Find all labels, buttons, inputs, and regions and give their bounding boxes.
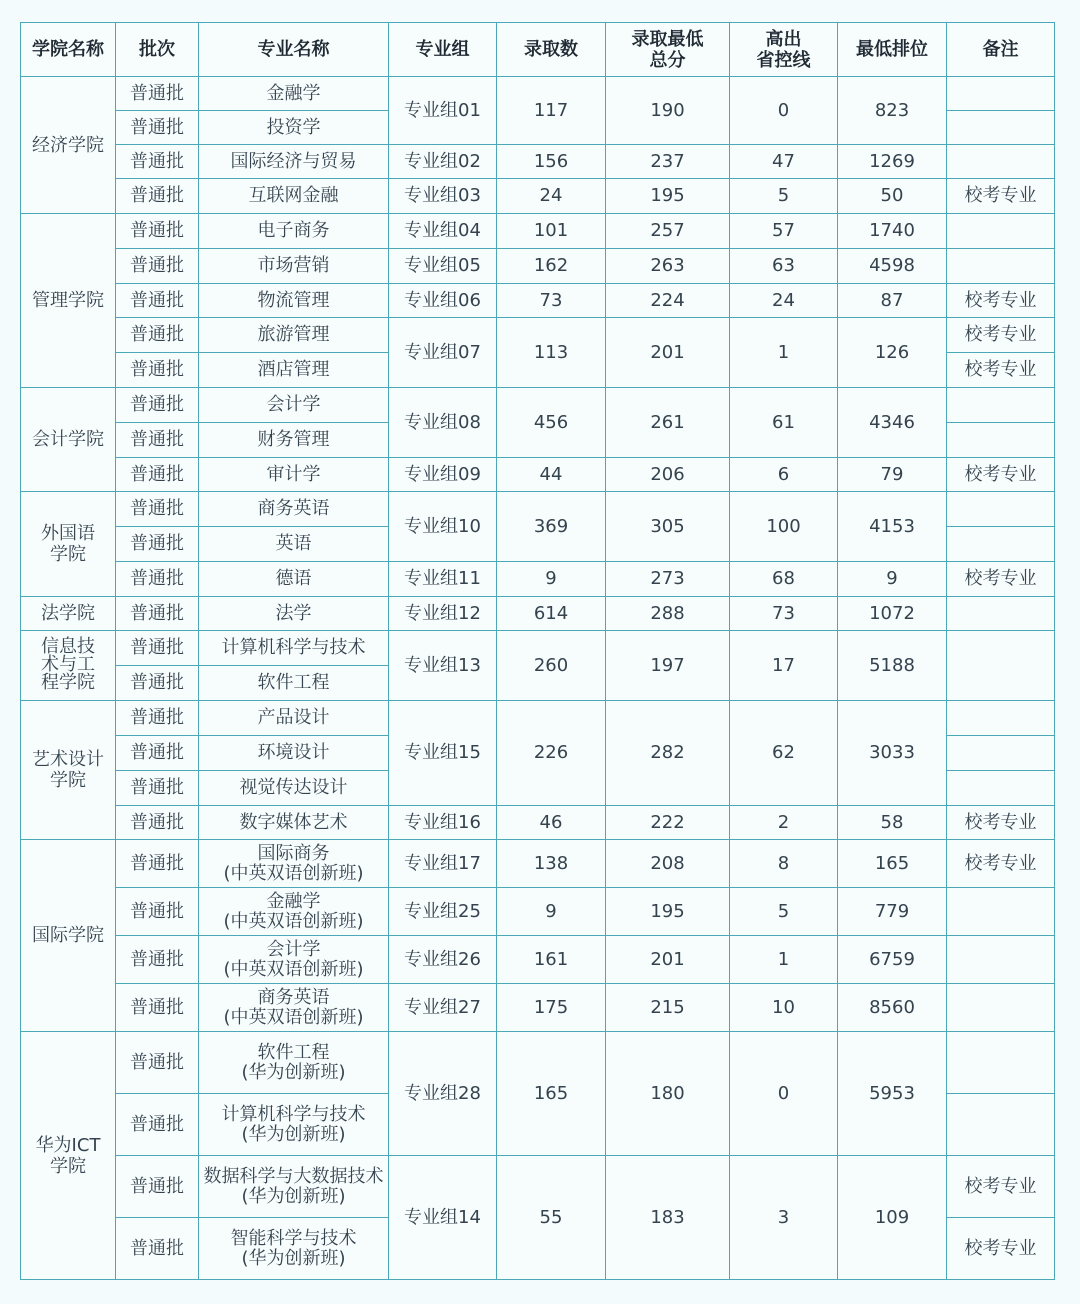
min-score-cell: 215 xyxy=(606,984,730,1032)
min-rank-cell: 50 xyxy=(838,179,947,214)
batch-cell: 普通批 xyxy=(116,736,199,771)
major-cell: 会计学 (中英双语创新班) xyxy=(199,936,389,984)
table-row xyxy=(21,936,1055,984)
count-cell: 456 xyxy=(497,388,606,458)
group-cell: 专业组13 xyxy=(389,631,497,701)
batch-cell: 普通批 xyxy=(116,214,199,249)
header-group: 专业组 xyxy=(389,23,497,77)
table-row xyxy=(21,249,1055,284)
batch-cell: 普通批 xyxy=(116,936,199,984)
batch-cell: 普通批 xyxy=(116,284,199,318)
major-cell: 市场营销 xyxy=(199,249,389,284)
table-row xyxy=(21,1032,1055,1094)
header-college: 学院名称 xyxy=(21,23,116,77)
above-line-cell: 17 xyxy=(730,631,838,701)
table-row xyxy=(21,597,1055,631)
min-rank-cell: 58 xyxy=(838,806,947,840)
batch-cell: 普通批 xyxy=(116,631,199,666)
table-row xyxy=(21,388,1055,423)
batch-cell: 普通批 xyxy=(116,249,199,284)
group-cell: 专业组17 xyxy=(389,840,497,888)
count-cell: 46 xyxy=(497,806,606,840)
admission-table-container xyxy=(20,22,1055,1280)
group-cell: 专业组05 xyxy=(389,249,497,284)
min-score-cell: 195 xyxy=(606,888,730,936)
min-score-cell: 201 xyxy=(606,318,730,388)
header-above-line: 高出 省控线 xyxy=(730,23,838,77)
remark-cell xyxy=(947,1032,1055,1094)
batch-cell: 普通批 xyxy=(116,1094,199,1156)
major-cell: 法学 xyxy=(199,597,389,631)
major-cell: 数字媒体艺术 xyxy=(199,806,389,840)
group-cell: 专业组09 xyxy=(389,458,497,492)
min-score-cell: 263 xyxy=(606,249,730,284)
remark-cell xyxy=(947,597,1055,631)
remark-cell xyxy=(947,527,1055,562)
batch-cell: 普通批 xyxy=(116,458,199,492)
above-line-cell: 100 xyxy=(730,492,838,562)
batch-cell: 普通批 xyxy=(116,597,199,631)
remark-cell: 校考专业 xyxy=(947,353,1055,388)
table-row xyxy=(21,318,1055,353)
batch-cell: 普通批 xyxy=(116,888,199,936)
group-cell: 专业组04 xyxy=(389,214,497,249)
batch-cell: 普通批 xyxy=(116,562,199,597)
min-rank-cell: 3033 xyxy=(838,701,947,806)
remark-cell xyxy=(947,701,1055,736)
major-cell: 数据科学与大数据技术 (华为创新班) xyxy=(199,1156,389,1218)
table-row xyxy=(21,179,1055,214)
min-score-cell: 305 xyxy=(606,492,730,562)
count-cell: 161 xyxy=(497,936,606,984)
batch-cell: 普通批 xyxy=(116,840,199,888)
batch-cell: 普通批 xyxy=(116,492,199,527)
table-row xyxy=(21,888,1055,936)
min-score-cell: 206 xyxy=(606,458,730,492)
count-cell: 9 xyxy=(497,888,606,936)
count-cell: 9 xyxy=(497,562,606,597)
remark-cell xyxy=(947,214,1055,249)
above-line-cell: 61 xyxy=(730,388,838,458)
min-score-cell: 257 xyxy=(606,214,730,249)
remark-cell xyxy=(947,249,1055,284)
remark-cell: 校考专业 xyxy=(947,562,1055,597)
above-line-cell: 57 xyxy=(730,214,838,249)
count-cell: 113 xyxy=(497,318,606,388)
count-cell: 55 xyxy=(497,1156,606,1280)
major-cell: 国际商务 (中英双语创新班) xyxy=(199,840,389,888)
min-score-cell: 201 xyxy=(606,936,730,984)
remark-cell xyxy=(947,77,1055,111)
remark-cell xyxy=(947,771,1055,806)
remark-cell: 校考专业 xyxy=(947,284,1055,318)
remark-cell xyxy=(947,492,1055,527)
min-score-cell: 197 xyxy=(606,631,730,701)
min-rank-cell: 823 xyxy=(838,77,947,145)
remark-cell xyxy=(947,1094,1055,1156)
min-rank-cell: 1072 xyxy=(838,597,947,631)
group-cell: 专业组16 xyxy=(389,806,497,840)
min-rank-cell: 9 xyxy=(838,562,947,597)
major-cell: 财务管理 xyxy=(199,423,389,458)
remark-cell xyxy=(947,111,1055,145)
min-rank-cell: 109 xyxy=(838,1156,947,1280)
above-line-cell: 1 xyxy=(730,936,838,984)
batch-cell: 普通批 xyxy=(116,1032,199,1094)
admission-score-table xyxy=(20,22,1055,1280)
table-row xyxy=(21,77,1055,111)
above-line-cell: 0 xyxy=(730,77,838,145)
min-rank-cell: 5188 xyxy=(838,631,947,701)
count-cell: 117 xyxy=(497,77,606,145)
batch-cell: 普通批 xyxy=(116,984,199,1032)
major-cell: 会计学 xyxy=(199,388,389,423)
above-line-cell: 0 xyxy=(730,1032,838,1156)
major-cell: 国际经济与贸易 xyxy=(199,145,389,179)
above-line-cell: 5 xyxy=(730,888,838,936)
major-cell: 商务英语 (中英双语创新班) xyxy=(199,984,389,1032)
min-rank-cell: 8560 xyxy=(838,984,947,1032)
min-rank-cell: 1269 xyxy=(838,145,947,179)
major-cell: 电子商务 xyxy=(199,214,389,249)
major-cell: 旅游管理 xyxy=(199,318,389,353)
group-cell: 专业组08 xyxy=(389,388,497,458)
count-cell: 44 xyxy=(497,458,606,492)
above-line-cell: 68 xyxy=(730,562,838,597)
batch-cell: 普通批 xyxy=(116,388,199,423)
table-row xyxy=(21,214,1055,249)
major-cell: 德语 xyxy=(199,562,389,597)
batch-cell: 普通批 xyxy=(116,1156,199,1218)
above-line-cell: 24 xyxy=(730,284,838,318)
min-rank-cell: 79 xyxy=(838,458,947,492)
remark-cell: 校考专业 xyxy=(947,1218,1055,1280)
major-cell: 环境设计 xyxy=(199,736,389,771)
min-rank-cell: 4598 xyxy=(838,249,947,284)
group-cell: 专业组06 xyxy=(389,284,497,318)
table-row xyxy=(21,806,1055,840)
count-cell: 101 xyxy=(497,214,606,249)
group-cell: 专业组28 xyxy=(389,1032,497,1156)
count-cell: 156 xyxy=(497,145,606,179)
remark-cell xyxy=(947,984,1055,1032)
count-cell: 260 xyxy=(497,631,606,701)
above-line-cell: 47 xyxy=(730,145,838,179)
count-cell: 175 xyxy=(497,984,606,1032)
min-rank-cell: 1740 xyxy=(838,214,947,249)
college-name: 华为ICT学院 xyxy=(35,1134,101,1177)
min-score-cell: 224 xyxy=(606,284,730,318)
major-cell: 金融学 xyxy=(199,77,389,111)
remark-cell: 校考专业 xyxy=(947,179,1055,214)
remark-cell xyxy=(947,388,1055,423)
above-line-cell: 1 xyxy=(730,318,838,388)
remark-cell xyxy=(947,145,1055,179)
major-cell: 视觉传达设计 xyxy=(199,771,389,806)
major-cell: 产品设计 xyxy=(199,701,389,736)
major-cell: 互联网金融 xyxy=(199,179,389,214)
min-score-cell: 282 xyxy=(606,701,730,806)
major-cell: 投资学 xyxy=(199,111,389,145)
college-cell: 国际学院 xyxy=(21,840,116,1032)
college-name: 信息技术与工程学院 xyxy=(41,636,95,693)
table-row xyxy=(21,701,1055,736)
remark-cell xyxy=(947,423,1055,458)
header-min-score: 录取最低 总分 xyxy=(606,23,730,77)
college-cell: 会计学院 xyxy=(21,388,116,492)
batch-cell: 普通批 xyxy=(116,179,199,214)
min-score-cell: 195 xyxy=(606,179,730,214)
remark-cell: 校考专业 xyxy=(947,1156,1055,1218)
group-cell: 专业组07 xyxy=(389,318,497,388)
min-rank-cell: 6759 xyxy=(838,936,947,984)
college-cell xyxy=(21,492,116,597)
major-cell: 英语 xyxy=(199,527,389,562)
count-cell: 24 xyxy=(497,179,606,214)
header-major: 专业名称 xyxy=(199,23,389,77)
remark-cell: 校考专业 xyxy=(947,806,1055,840)
remark-cell: 校考专业 xyxy=(947,318,1055,353)
above-line-cell: 5 xyxy=(730,179,838,214)
group-cell: 专业组02 xyxy=(389,145,497,179)
min-rank-cell: 4153 xyxy=(838,492,947,562)
above-line-cell: 8 xyxy=(730,840,838,888)
remark-cell xyxy=(947,736,1055,771)
min-score-cell: 190 xyxy=(606,77,730,145)
table-row xyxy=(21,1156,1055,1218)
above-line-cell: 73 xyxy=(730,597,838,631)
count-cell: 162 xyxy=(497,249,606,284)
major-cell: 软件工程 (华为创新班) xyxy=(199,1032,389,1094)
table-row xyxy=(21,492,1055,527)
min-rank-cell: 4346 xyxy=(838,388,947,458)
above-line-cell: 62 xyxy=(730,701,838,806)
batch-cell: 普通批 xyxy=(116,527,199,562)
batch-cell: 普通批 xyxy=(116,666,199,701)
batch-cell: 普通批 xyxy=(116,353,199,388)
college-cell xyxy=(21,631,116,701)
college-cell xyxy=(21,701,116,840)
group-cell: 专业组11 xyxy=(389,562,497,597)
batch-cell: 普通批 xyxy=(116,77,199,111)
college-name: 外国语学院 xyxy=(41,523,95,565)
count-cell: 138 xyxy=(497,840,606,888)
batch-cell: 普通批 xyxy=(116,318,199,353)
count-cell: 73 xyxy=(497,284,606,318)
count-cell: 614 xyxy=(497,597,606,631)
batch-cell: 普通批 xyxy=(116,1218,199,1280)
table-row xyxy=(21,145,1055,179)
header-min-rank: 最低排位 xyxy=(838,23,947,77)
min-score-cell: 222 xyxy=(606,806,730,840)
group-cell: 专业组12 xyxy=(389,597,497,631)
table-header-row xyxy=(21,23,1055,77)
batch-cell: 普通批 xyxy=(116,145,199,179)
college-cell: 法学院 xyxy=(21,597,116,631)
major-cell: 商务英语 xyxy=(199,492,389,527)
table-row xyxy=(21,458,1055,492)
min-rank-cell: 87 xyxy=(838,284,947,318)
above-line-cell: 6 xyxy=(730,458,838,492)
remark-cell: 校考专业 xyxy=(947,458,1055,492)
major-cell: 审计学 xyxy=(199,458,389,492)
min-score-cell: 273 xyxy=(606,562,730,597)
batch-cell: 普通批 xyxy=(116,701,199,736)
batch-cell: 普通批 xyxy=(116,771,199,806)
remark-cell xyxy=(947,936,1055,984)
count-cell: 226 xyxy=(497,701,606,806)
batch-cell: 普通批 xyxy=(116,111,199,145)
group-cell: 专业组10 xyxy=(389,492,497,562)
major-cell: 智能科学与技术 (华为创新班) xyxy=(199,1218,389,1280)
min-rank-cell: 126 xyxy=(838,318,947,388)
count-cell: 165 xyxy=(497,1032,606,1156)
group-cell: 专业组15 xyxy=(389,701,497,806)
min-score-cell: 288 xyxy=(606,597,730,631)
college-name: 艺术设计学院 xyxy=(32,749,104,791)
above-line-cell: 3 xyxy=(730,1156,838,1280)
batch-cell: 普通批 xyxy=(116,423,199,458)
group-cell: 专业组14 xyxy=(389,1156,497,1280)
major-cell: 计算机科学与技术 xyxy=(199,631,389,666)
min-score-cell: 237 xyxy=(606,145,730,179)
table-row xyxy=(21,562,1055,597)
above-line-cell: 10 xyxy=(730,984,838,1032)
group-cell: 专业组03 xyxy=(389,179,497,214)
min-score-cell: 183 xyxy=(606,1156,730,1280)
min-rank-cell: 5953 xyxy=(838,1032,947,1156)
remark-cell xyxy=(947,888,1055,936)
remark-cell xyxy=(947,631,1055,701)
group-cell: 专业组26 xyxy=(389,936,497,984)
table-row xyxy=(21,631,1055,666)
table-row xyxy=(21,984,1055,1032)
major-cell: 物流管理 xyxy=(199,284,389,318)
college-cell xyxy=(21,1032,116,1280)
college-cell: 经济学院 xyxy=(21,77,116,214)
min-rank-cell: 779 xyxy=(838,888,947,936)
above-line-cell: 63 xyxy=(730,249,838,284)
table-row xyxy=(21,284,1055,318)
major-cell: 计算机科学与技术 (华为创新班) xyxy=(199,1094,389,1156)
header-count: 录取数 xyxy=(497,23,606,77)
group-cell: 专业组25 xyxy=(389,888,497,936)
college-cell: 管理学院 xyxy=(21,214,116,388)
above-line-cell: 2 xyxy=(730,806,838,840)
group-cell: 专业组01 xyxy=(389,77,497,145)
min-score-cell: 261 xyxy=(606,388,730,458)
major-cell: 金融学 (中英双语创新班) xyxy=(199,888,389,936)
min-score-cell: 208 xyxy=(606,840,730,888)
batch-cell: 普通批 xyxy=(116,806,199,840)
table-row xyxy=(21,840,1055,888)
header-remark: 备注 xyxy=(947,23,1055,77)
min-rank-cell: 165 xyxy=(838,840,947,888)
remark-cell: 校考专业 xyxy=(947,840,1055,888)
major-cell: 酒店管理 xyxy=(199,353,389,388)
major-cell: 软件工程 xyxy=(199,666,389,701)
count-cell: 369 xyxy=(497,492,606,562)
header-batch: 批次 xyxy=(116,23,199,77)
min-score-cell: 180 xyxy=(606,1032,730,1156)
group-cell: 专业组27 xyxy=(389,984,497,1032)
